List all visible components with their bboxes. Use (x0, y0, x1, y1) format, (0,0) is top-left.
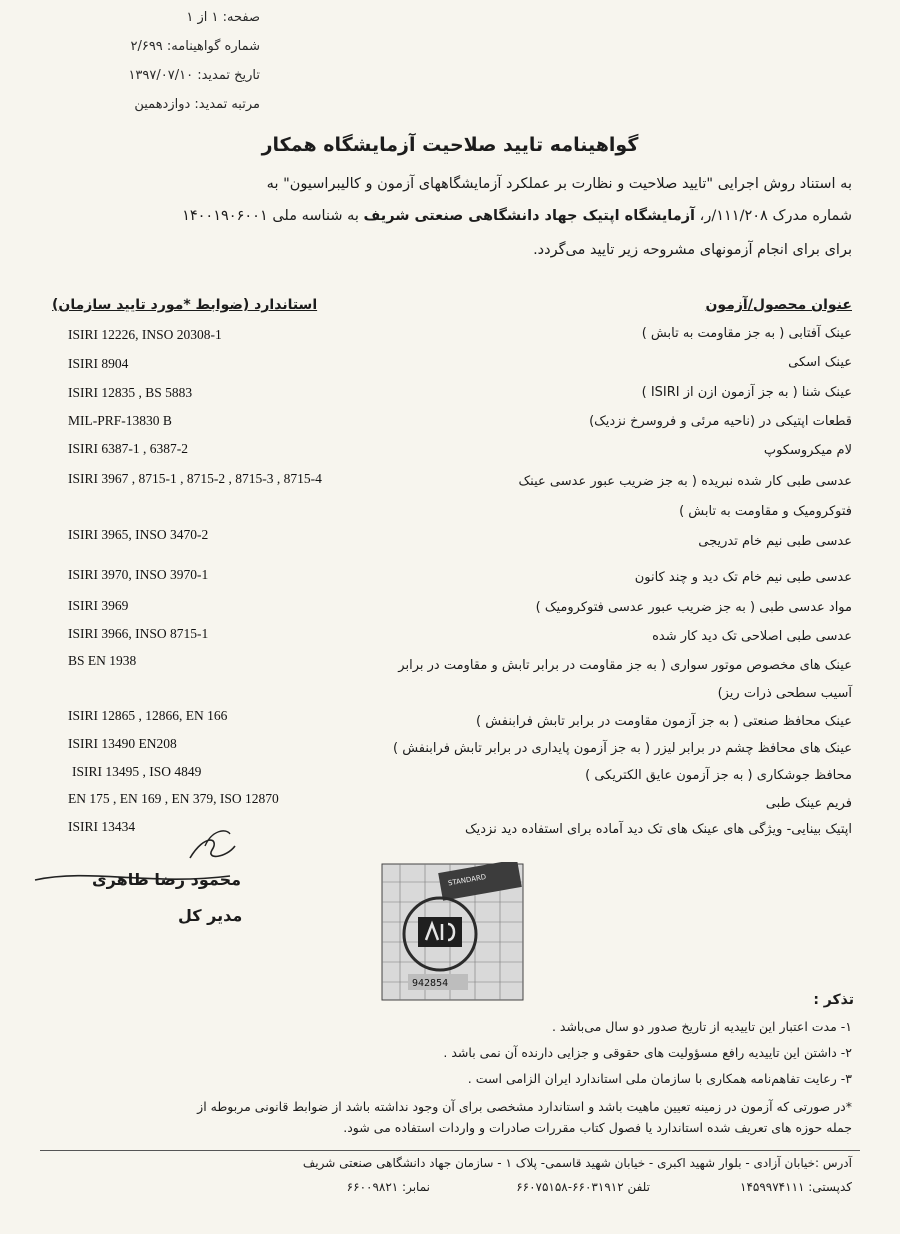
national-id: به شناسه ملی ۱۴۰۰۱۹۰۶۰۰۱ (182, 208, 364, 224)
signatory-role: مدیر کل (178, 906, 243, 925)
product-item: اپتیک بینایی- ویژگی های عینک های تک دید آماده برای استفاده دید نزدیک (464, 822, 852, 837)
standard-item: ISIRI 6387-1 , 6387-2 (68, 441, 188, 456)
note-item: جمله حوزه های تعریف شده استاندارد یا فصول کتاب مقررات صادرات و واردات استفاده می شود. (343, 1120, 852, 1135)
footer-divider (40, 1150, 860, 1151)
standard-item: EN 175 , EN 169 , EN 379, ISO 12870 (68, 791, 279, 806)
product-item: عینک های محافظ چشم در برابر لیزر ( به جز آزمون پایداری در برابر تابش فرابنفش ) (393, 741, 852, 756)
intro-line-2 (182, 208, 852, 224)
standard-item: ISIRI 12865 , 12866, EN 166 (68, 708, 228, 723)
renewal-count: مرتبه تمدید: دوازدهمین (134, 97, 260, 112)
seal-band-text: STANDARD (447, 872, 487, 888)
footer-phone: تلفن ۶۶۰۳۱۹۱۲-۶۶۰۷۵۱۵۸ (516, 1180, 650, 1194)
product-item: لام میکروسکوپ (763, 443, 852, 458)
standard-item: ISIRI 3966, INSO 8715-1 (68, 626, 209, 641)
renewal-date: تاریخ تمدید: ۱۳۹۷/۰۷/۱۰ (128, 68, 260, 83)
standard-item: ISIRI 12835 , BS 5883 (68, 385, 193, 400)
intro-line-1: به استناد روش اجرایی "تایید صلاحیت و نظارت بر عملکرد آزمایشگاههای آزمون و کالیبراسیون" به (266, 176, 852, 192)
product-item: عینک محافظ صنعتی ( به جز آزمون مقاومت در برابر تابش فرابنفش ) (476, 714, 852, 729)
page-number: صفحه: ۱ از ۱ (186, 10, 260, 25)
standard-item: ISIRI 8904 (68, 356, 129, 371)
intro-doc-number: شماره مدرک ۱۱۱/۲۰۸/ر، (695, 208, 852, 224)
lab-name: آزمایشگاه اپتیک جهاد دانشگاهی صنعتی شریف (363, 208, 696, 224)
standard-item: ISIRI 13434 (68, 819, 136, 834)
note-item: ۲- داشتن این تاییدیه رافع مسؤولیت های حقوقی و جزایی دارنده آن نمی باشد . (443, 1045, 852, 1060)
hologram-seal-icon (380, 862, 525, 1002)
product-item: عدسی طبی نیم خام تدریجی (698, 534, 852, 549)
product-item: مواد عدسی طبی ( به جز ضریب عبور عدسی فتوکرومیک ) (535, 600, 852, 615)
standard-item: ISIRI 3969 (68, 598, 129, 613)
note-item: ۱- مدت اعتبار این تاییدیه از تاریخ صدور دو سال می‌باشد . (551, 1019, 852, 1034)
standard-item: BS EN 1938 (68, 653, 137, 668)
standard-item: ISIRI 13490 EN208 (68, 736, 177, 751)
certificate-number: شماره گواهینامه: ۲/۶۹۹ (130, 39, 260, 54)
standard-column-header: استاندارد (ضوابط *مورد تایید سازمان) (52, 297, 318, 313)
product-item: محافظ جوشکاری ( به جز آزمون عایق الکتریکی ) (585, 768, 852, 783)
footer-postal: کدپستی: ۱۴۵۹۹۷۴۱۱۱ (740, 1180, 852, 1194)
product-item: عینک های مخصوص موتور سواری ( به جز مقاومت در برابر تابش و مقاومت در برابر (398, 658, 852, 673)
standard-item: ISIRI 13495 , ISO 4849 (72, 764, 202, 779)
product-item: عینک آفتابی ( به جز مقاومت به تابش ) (641, 326, 852, 341)
seal-serial: 942854 (412, 978, 449, 989)
standard-item: ISIRI 12226, INSO 20308-1 (68, 327, 222, 342)
signatory-name: محمود رضا طاهری (92, 870, 242, 889)
footer-fax: نمابر: ۶۶۰۰۹۸۲۱ (346, 1180, 430, 1194)
product-item: آسیب سطحی ذرات ریز) (717, 686, 852, 701)
document-title: گواهینامه تایید صلاحیت آزمایشگاه همکار (261, 134, 639, 156)
standard-item: MIL-PRF-13830 B (68, 413, 172, 428)
product-item: فتوکرومیک و مقاومت به تابش ) (679, 504, 852, 519)
intro-line-3: برای برای انجام آزمونهای مشروحه زیر تایید می‌گردد. (533, 242, 852, 258)
product-item: عدسی طبی نیم خام تک دید و چند کانون (634, 570, 852, 585)
product-item: قطعات اپتیکی در (ناحیه مرئی و فروسرخ نزدیک) (589, 414, 852, 429)
note-item: ۳- رعایت تفاهم‌نامه همکاری با سازمان ملی استاندارد ایران الزامی است . (467, 1071, 852, 1086)
product-column-header: عنوان محصول/آزمون (705, 297, 852, 313)
note-item: *در صورتی که آزمون در زمینه تعیین ماهیت باشد و استاندارد مشخصی برای آن وجود نداشته باشد از ضوابط قانونی مربوطه از (197, 1099, 852, 1114)
product-item: عدسی طبی کار شده نبریده ( به جز ضریب عبور عدسی عینک (518, 474, 852, 489)
product-item: فریم عینک طبی (765, 796, 852, 811)
footer-address: آدرس :خیابان آزادی - بلوار شهید اکبری - خیابان شهید قاسمی- پلاک ۱ - سازمان جهاد دانشگاهی صنعتی شریف (302, 1156, 852, 1170)
standard-item: ISIRI 3970, INSO 3970-1 (68, 567, 209, 582)
standard-item: ISIRI 3967 , 8715-1 , 8715-2 , 8715-3 , 8715-4 (68, 471, 322, 486)
product-item: عینک شنا ( به جز آزمون ازن از ISIRI ) (641, 385, 852, 400)
notes-heading: تذکر : (813, 992, 854, 1008)
product-item: عدسی طبی اصلاحی تک دید کار شده (652, 629, 852, 644)
product-item: عینک اسکی (788, 355, 852, 370)
standard-item: ISIRI 3965, INSO 3470-2 (68, 527, 209, 542)
